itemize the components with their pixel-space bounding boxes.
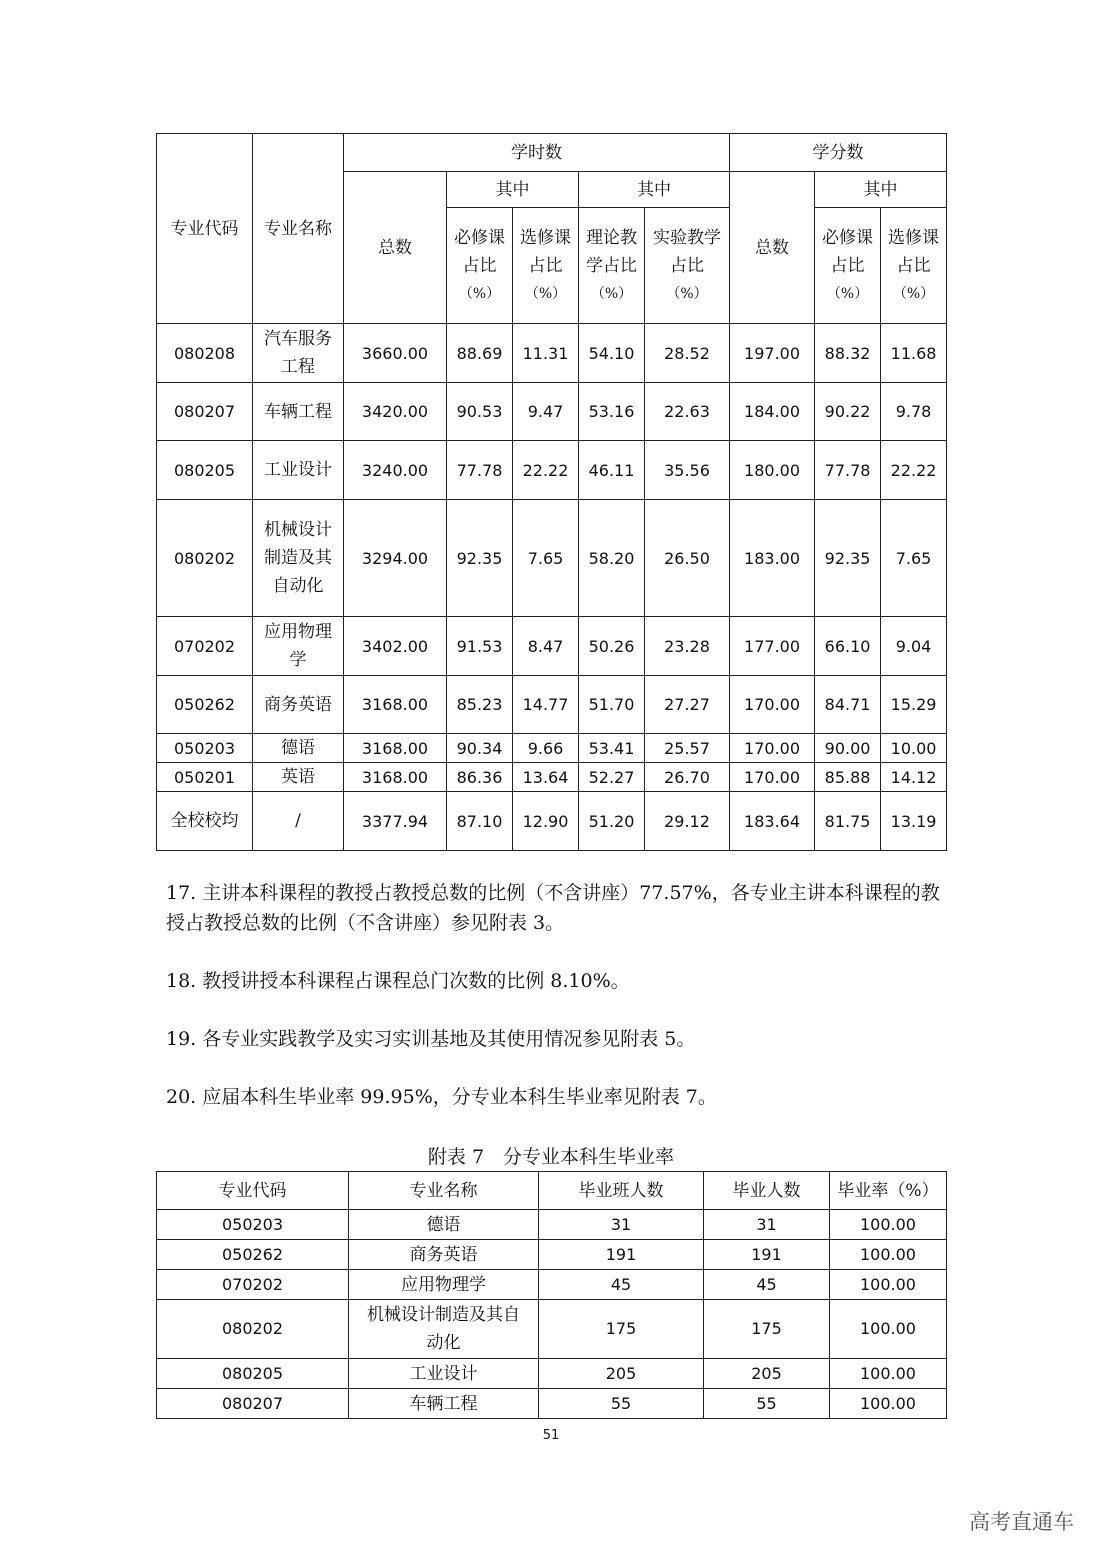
- required-cell: 90.34: [447, 734, 513, 763]
- table-row: [157, 763, 947, 792]
- hours-total-cell: 3168.00: [344, 763, 447, 792]
- credit-total-cell: 180.00: [730, 441, 815, 500]
- rate-cell: 100.00: [830, 1210, 947, 1240]
- name-cell: 应用物理学: [349, 1270, 539, 1300]
- required-cell: 87.10: [447, 792, 513, 851]
- experiment-cell: 27.27: [645, 676, 730, 734]
- credit-elective-cell: 22.22: [881, 441, 947, 500]
- theory-cell: 50.26: [579, 617, 645, 676]
- required-cell: 91.53: [447, 617, 513, 676]
- theory-cell: 51.70: [579, 676, 645, 734]
- credit-required-cell: 81.75: [815, 792, 881, 851]
- header-experiment: 实验教学占比 （%）: [645, 208, 730, 324]
- header-theory: 理论教学占比 （%）: [579, 208, 645, 324]
- experiment-cell: 22.63: [645, 383, 730, 441]
- hours-total-cell: 3377.94: [344, 792, 447, 851]
- notes-section: [166, 878, 946, 1140]
- code-cell: 080205: [157, 1359, 349, 1389]
- credit-total-cell: 170.00: [730, 676, 815, 734]
- table-row: [157, 1389, 947, 1419]
- theory-cell: 58.20: [579, 500, 645, 617]
- name-cell: 工业设计: [253, 441, 344, 500]
- class-size-cell: 45: [539, 1270, 704, 1300]
- elective-cell: 13.64: [513, 763, 579, 792]
- credit-required-cell: 84.71: [815, 676, 881, 734]
- credit-required-cell: 66.10: [815, 617, 881, 676]
- credit-required-cell: 90.00: [815, 734, 881, 763]
- elective-cell: 11.31: [513, 324, 579, 383]
- credit-required-cell: 85.88: [815, 763, 881, 792]
- credit-required-cell: 77.78: [815, 441, 881, 500]
- header-required: 必修课占比 （%）: [447, 208, 513, 324]
- required-cell: 88.69: [447, 324, 513, 383]
- required-cell: 77.78: [447, 441, 513, 500]
- header-name: 专业名称: [253, 134, 344, 324]
- table-row: [157, 500, 947, 617]
- credit-required-cell: 90.22: [815, 383, 881, 441]
- graduates-cell: 205: [704, 1359, 830, 1389]
- rate-cell: 100.00: [830, 1389, 947, 1419]
- class-size-cell: 175: [539, 1300, 704, 1359]
- header-hours-total: 总数: [344, 172, 447, 324]
- hours-total-cell: 3420.00: [344, 383, 447, 441]
- name-cell: 车辆工程: [253, 383, 344, 441]
- theory-cell: 51.20: [579, 792, 645, 851]
- table-row: [157, 1270, 947, 1300]
- code-cell: 050201: [157, 763, 253, 792]
- rate-cell: 100.00: [830, 1270, 947, 1300]
- elective-cell: 12.90: [513, 792, 579, 851]
- hours-total-cell: 3168.00: [344, 676, 447, 734]
- table-row: [157, 617, 947, 676]
- name-cell: 德语: [253, 734, 344, 763]
- credit-elective-cell: 15.29: [881, 676, 947, 734]
- name-cell: 德语: [349, 1210, 539, 1240]
- required-cell: 86.36: [447, 763, 513, 792]
- experiment-cell: 26.70: [645, 763, 730, 792]
- experiment-cell: 29.12: [645, 792, 730, 851]
- rate-cell: 100.00: [830, 1240, 947, 1270]
- graduates-cell: 31: [704, 1210, 830, 1240]
- theory-cell: 53.41: [579, 734, 645, 763]
- name-cell: 应用物理学: [253, 617, 344, 676]
- elective-cell: 8.47: [513, 617, 579, 676]
- table-row-school-average: [157, 792, 947, 851]
- elective-cell: 9.66: [513, 734, 579, 763]
- required-cell: 92.35: [447, 500, 513, 617]
- credit-total-cell: 177.00: [730, 617, 815, 676]
- credit-elective-cell: 14.12: [881, 763, 947, 792]
- table-row: [157, 383, 947, 441]
- credit-total-cell: 170.00: [730, 763, 815, 792]
- name-cell: 商务英语: [349, 1240, 539, 1270]
- hours-total-cell: 3240.00: [344, 441, 447, 500]
- code-cell: 080207: [157, 383, 253, 441]
- graduation-rate-table: [156, 1171, 947, 1419]
- header-graduates: 毕业人数: [704, 1172, 830, 1210]
- table-row: [157, 1359, 947, 1389]
- theory-cell: 46.11: [579, 441, 645, 500]
- header-rate: 毕业率（%）: [830, 1172, 947, 1210]
- code-cell: 080208: [157, 324, 253, 383]
- credit-required-cell: 92.35: [815, 500, 881, 617]
- experiment-cell: 23.28: [645, 617, 730, 676]
- credit-elective-cell: 7.65: [881, 500, 947, 617]
- header-elective: 选修课占比 （%）: [513, 208, 579, 324]
- credit-total-cell: 183.64: [730, 792, 815, 851]
- name-cell: 工业设计: [349, 1359, 539, 1389]
- graduates-cell: 45: [704, 1270, 830, 1300]
- table-row: [157, 1240, 947, 1270]
- rate-cell: 100.00: [830, 1300, 947, 1359]
- hours-total-cell: 3294.00: [344, 500, 447, 617]
- elective-cell: 14.77: [513, 676, 579, 734]
- header-name: 专业名称: [349, 1172, 539, 1210]
- hours-total-cell: 3660.00: [344, 324, 447, 383]
- name-cell: 商务英语: [253, 676, 344, 734]
- table-row: [157, 1300, 947, 1359]
- experiment-cell: 35.56: [645, 441, 730, 500]
- credit-total-cell: 197.00: [730, 324, 815, 383]
- header-credits-of-which: 其中: [815, 172, 947, 208]
- class-size-cell: 191: [539, 1240, 704, 1270]
- credit-elective-cell: 11.68: [881, 324, 947, 383]
- name-cell: 英语: [253, 763, 344, 792]
- graduates-cell: 175: [704, 1300, 830, 1359]
- header-class-size: 毕业班人数: [539, 1172, 704, 1210]
- table-row: [157, 734, 947, 763]
- hours-total-cell: 3168.00: [344, 734, 447, 763]
- name-cell: 汽车服务工程: [253, 324, 344, 383]
- hours-credits-table: [156, 133, 947, 851]
- graduates-cell: 191: [704, 1240, 830, 1270]
- name-cell: /: [253, 792, 344, 851]
- name-cell: 车辆工程: [349, 1389, 539, 1419]
- header-code: 专业代码: [157, 1172, 349, 1210]
- name-cell: 机械设计制造及其自动化: [349, 1300, 539, 1359]
- class-size-cell: 55: [539, 1389, 704, 1419]
- graduation-table-title: 附表 7 分专业本科生毕业率: [427, 1146, 675, 1168]
- elective-cell: 9.47: [513, 383, 579, 441]
- class-size-cell: 205: [539, 1359, 704, 1389]
- table-row: [157, 676, 947, 734]
- header-credits-total: 总数: [730, 172, 815, 324]
- code-cell: 080202: [157, 500, 253, 617]
- code-cell: 070202: [157, 617, 253, 676]
- elective-cell: 22.22: [513, 441, 579, 500]
- header-credit-elective: 选修课占比 （%）: [881, 208, 947, 324]
- note-item: 20. 应届本科生毕业率 99.95%，分专业本科生毕业率见附表 7。: [166, 1086, 717, 1108]
- credit-total-cell: 170.00: [730, 734, 815, 763]
- credit-total-cell: 184.00: [730, 383, 815, 441]
- table-row: [157, 324, 947, 383]
- watermark-text: 高考直通车: [969, 1510, 1074, 1534]
- name-cell: 机械设计制造及其自动化: [253, 500, 344, 617]
- hours-total-cell: 3402.00: [344, 617, 447, 676]
- credit-elective-cell: 9.78: [881, 383, 947, 441]
- experiment-cell: 28.52: [645, 324, 730, 383]
- header-hours: 学时数: [344, 134, 730, 172]
- experiment-cell: 25.57: [645, 734, 730, 763]
- header-credits: 学分数: [730, 134, 947, 172]
- table-row: [157, 441, 947, 500]
- rate-cell: 100.00: [830, 1359, 947, 1389]
- credit-elective-cell: 13.19: [881, 792, 947, 851]
- required-cell: 85.23: [447, 676, 513, 734]
- code-cell: 080202: [157, 1300, 349, 1359]
- code-cell: 全校校均: [157, 792, 253, 851]
- note-item: 17. 主讲本科课程的教授占教授总数的比例（不含讲座）77.57%，各专业主讲本科课程的教授占教授总数的比例（不含讲座）参见附表 3。: [166, 882, 940, 934]
- code-cell: 070202: [157, 1270, 349, 1300]
- theory-cell: 52.27: [579, 763, 645, 792]
- credit-total-cell: 183.00: [730, 500, 815, 617]
- header-credit-required: 必修课占比 （%）: [815, 208, 881, 324]
- code-cell: 050203: [157, 734, 253, 763]
- table-row: [157, 1210, 947, 1240]
- code-cell: 050262: [157, 676, 253, 734]
- class-size-cell: 31: [539, 1210, 704, 1240]
- page-number: 51: [542, 1428, 560, 1443]
- experiment-cell: 26.50: [645, 500, 730, 617]
- credit-elective-cell: 10.00: [881, 734, 947, 763]
- credit-required-cell: 88.32: [815, 324, 881, 383]
- code-cell: 080207: [157, 1389, 349, 1419]
- header-hours-of-which-2: 其中: [579, 172, 730, 208]
- elective-cell: 7.65: [513, 500, 579, 617]
- header-hours-of-which-1: 其中: [447, 172, 579, 208]
- code-cell: 080205: [157, 441, 253, 500]
- theory-cell: 53.16: [579, 383, 645, 441]
- graduates-cell: 55: [704, 1389, 830, 1419]
- note-item: 18. 教授讲授本科课程占课程总门次数的比例 8.10%。: [166, 970, 630, 992]
- header-code: 专业代码: [157, 134, 253, 324]
- note-item: 19. 各专业实践教学及实习实训基地及其使用情况参见附表 5。: [166, 1028, 696, 1050]
- code-cell: 050203: [157, 1210, 349, 1240]
- credit-elective-cell: 9.04: [881, 617, 947, 676]
- required-cell: 90.53: [447, 383, 513, 441]
- code-cell: 050262: [157, 1240, 349, 1270]
- theory-cell: 54.10: [579, 324, 645, 383]
